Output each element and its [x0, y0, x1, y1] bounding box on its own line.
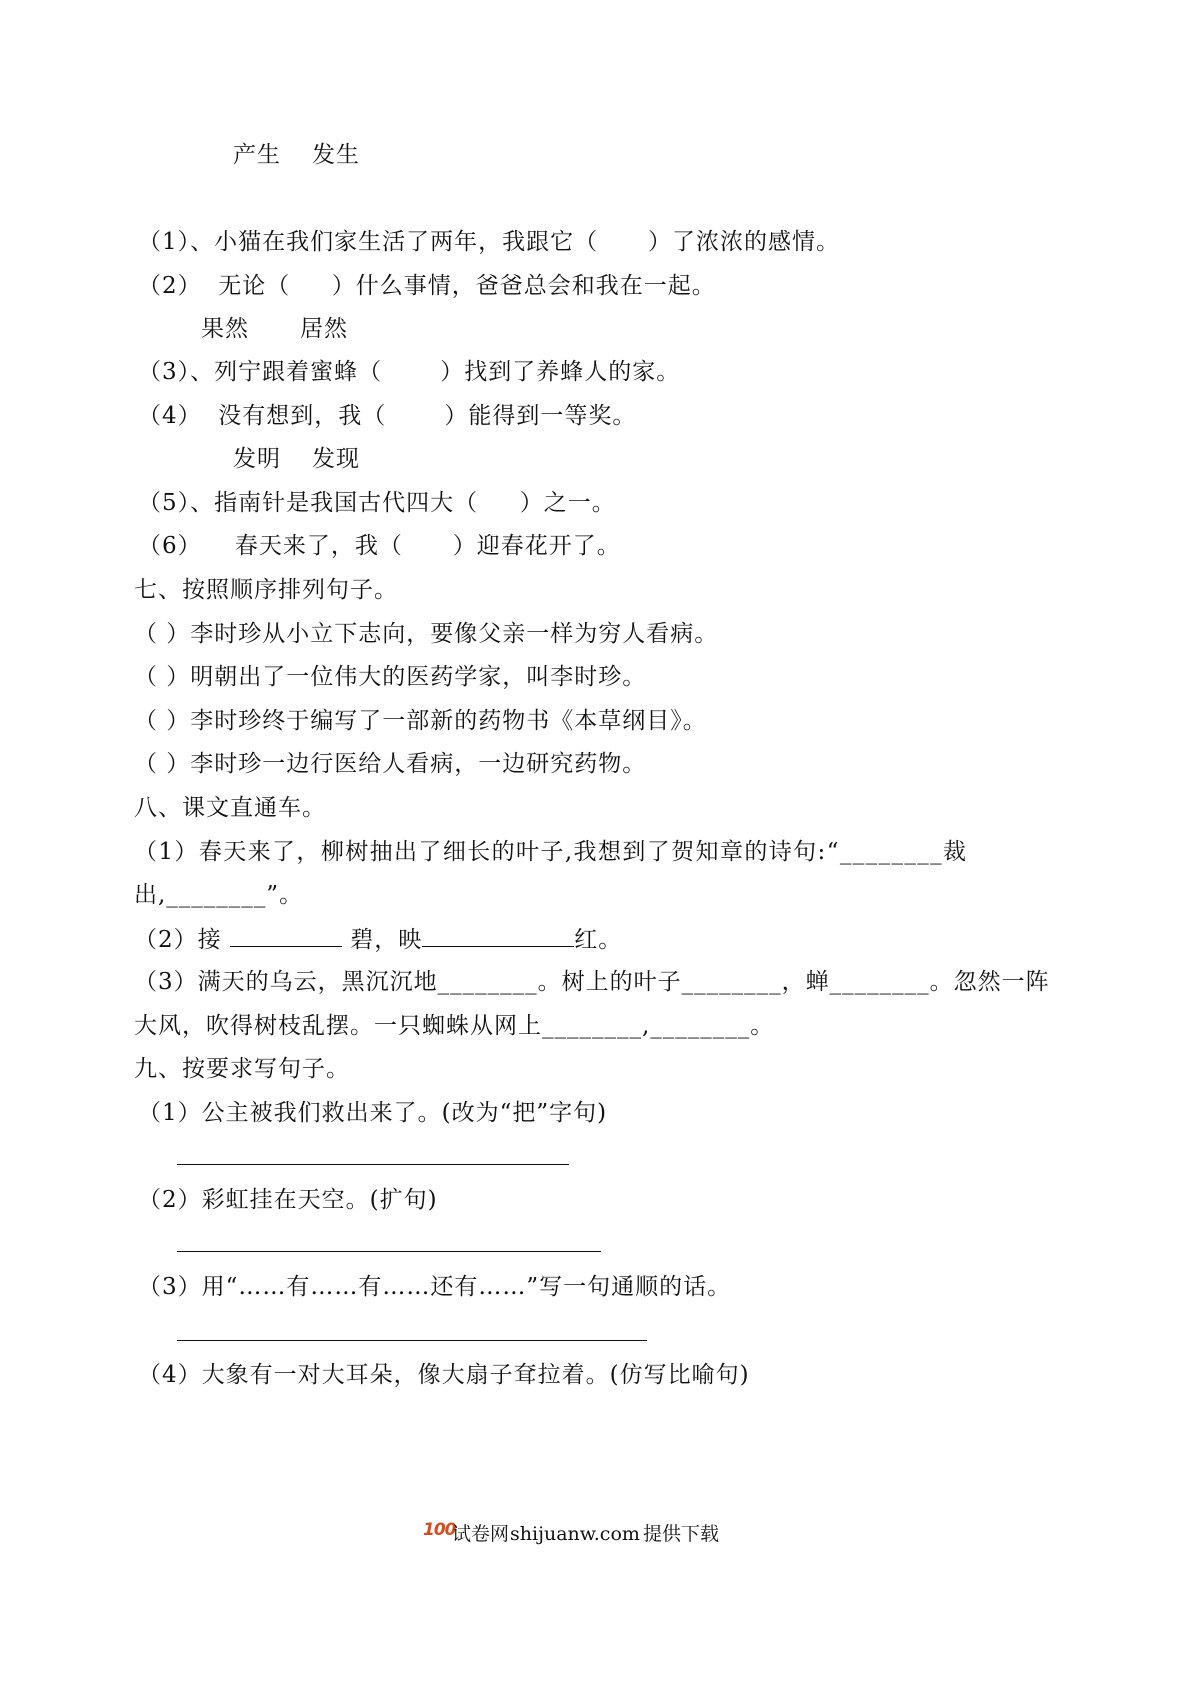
- text-question-2: [134, 924, 622, 955]
- word-choice-faming: 发明: [233, 446, 281, 472]
- text-question-1-line-1: （1）春天来了，柳树抽出了细长的叶子,我想到了贺知章的诗句:“________裁: [134, 839, 968, 865]
- word-choice-juran: 居然: [300, 316, 348, 342]
- answer-blank[interactable]: [230, 924, 342, 947]
- fill-question-4: （4） 没有想到，我（ ）能得到一等奖。: [138, 403, 637, 429]
- order-item-3: （ ）李时珍终于编写了一部新的药物书《本草纲目》。: [134, 708, 707, 734]
- fill-question-5: （5）、指南针是我国古代四大（ ）之一。: [138, 490, 616, 516]
- section-9-title: 九、按要求写句子。: [134, 1056, 350, 1082]
- answer-line[interactable]: [177, 1340, 647, 1341]
- text-question-2-part-3: 红。: [574, 927, 623, 953]
- text-question-2-part-2: 碧，映: [350, 927, 423, 953]
- footer-site-name: 试卷网: [452, 1523, 510, 1545]
- fill-question-6: （6） 春天来了，我（ ）迎春花开了。: [138, 533, 621, 559]
- word-choice-chansheng: 产生: [233, 142, 281, 168]
- word-choice-fasheng: 发生: [312, 142, 360, 168]
- sentence-question-3: （3）用“……有……有……还有……”写一句通顺的话。: [138, 1274, 732, 1300]
- footer-note: 提供下载: [643, 1523, 720, 1545]
- answer-line[interactable]: [177, 1164, 569, 1165]
- text-question-1-line-2: 出,________”。: [134, 882, 304, 908]
- order-item-1: （ ）李时珍从小立下志向，要像父亲一样为穷人看病。: [134, 621, 719, 647]
- text-question-2-part-1: （2）接: [134, 927, 222, 953]
- fill-question-1: （1）、小猫在我们家生活了两年，我跟它（ ）了浓浓的感情。: [138, 229, 840, 255]
- footer-url[interactable]: shijuanw.com: [510, 1523, 640, 1545]
- text-question-3-line-1: （3）满天的乌云，黑沉沉地________。树上的叶子________，蝉________。忽然一阵: [134, 969, 1050, 995]
- sentence-question-4: （4）大象有一对大耳朵，像大扇子耷拉着。(仿写比喻句): [138, 1362, 750, 1388]
- answer-blank[interactable]: [422, 924, 574, 947]
- fill-question-3: （3）、列宁跟着蜜蜂（ ）找到了养蜂人的家。: [138, 359, 681, 385]
- sentence-question-2: （2）彩虹挂在天空。(扩句): [138, 1187, 438, 1213]
- word-choice-guoran: 果然: [201, 316, 249, 342]
- text-question-3-line-2: 大风，吹得树枝乱摆。一只蜘蛛从网上________,________。: [134, 1013, 775, 1039]
- order-item-2: （ ）明朝出了一位伟大的医药学家，叫李时珍。: [134, 664, 647, 690]
- section-8-title: 八、课文直通车。: [134, 795, 326, 821]
- section-7-title: 七、按照顺序排列句子。: [134, 577, 398, 603]
- answer-line[interactable]: [177, 1251, 601, 1252]
- site-logo: 100: [423, 1520, 456, 1540]
- word-choice-faxian: 发现: [312, 446, 360, 472]
- order-item-4: （ ）李时珍一边行医给人看病，一边研究药物。: [134, 751, 647, 777]
- sentence-question-1: （1）公主被我们救出来了。(改为“把”字句): [138, 1100, 608, 1126]
- fill-question-2: （2） 无论（ ）什么事情，爸爸总会和我在一起。: [138, 273, 716, 299]
